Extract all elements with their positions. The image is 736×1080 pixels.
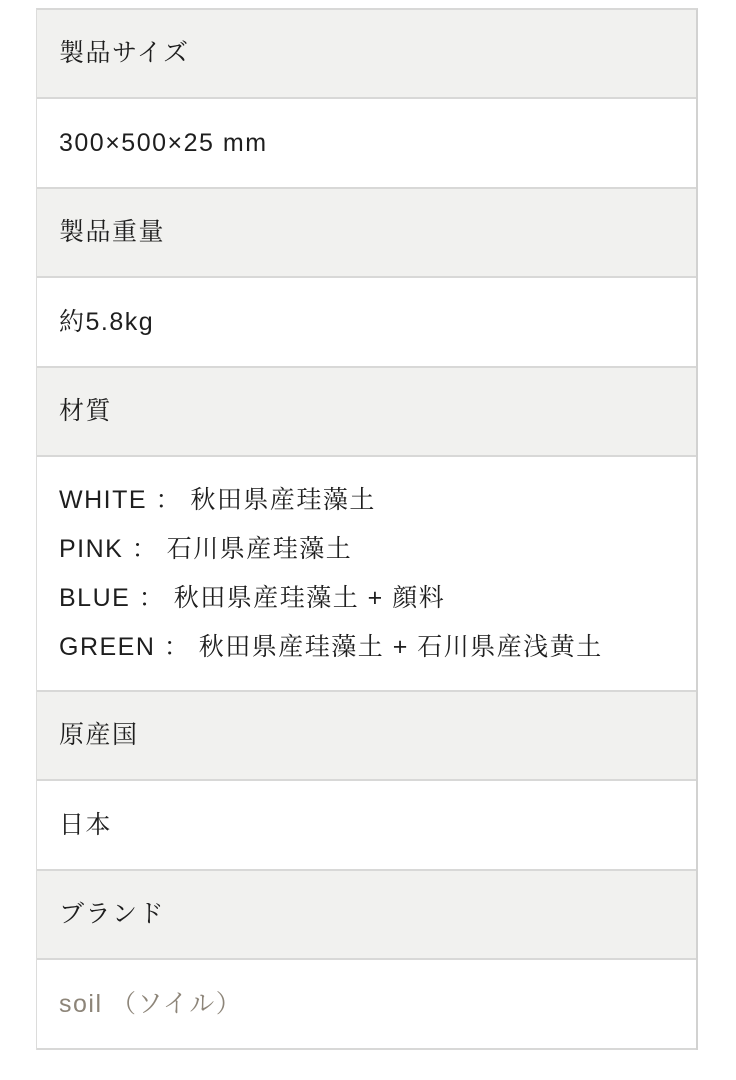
material-line-pink: PINK ： 石川県産珪藻土 [59, 534, 353, 563]
material-line-blue: BLUE ： 秋田県産珪藻土 + 顔料 [59, 583, 446, 612]
spec-row-weight-value [37, 278, 696, 368]
spec-label-weight: 製品重量 [59, 218, 166, 247]
material-line-green: GREEN ： 秋田県産珪藻土 + 石川県産浅黄土 [59, 632, 603, 661]
spec-row-material-value [37, 457, 696, 692]
spec-label-material: 材質 [59, 397, 113, 426]
spec-value-size: 300×500×25 mm [59, 128, 268, 157]
material-line-white: WHITE ： 秋田県産珪藻土 [59, 485, 376, 514]
brand-link[interactable]: soil （ソイル） [59, 989, 243, 1018]
spec-row-weight-label [37, 189, 696, 278]
spec-row-material-label [37, 368, 696, 457]
spec-label-origin: 原産国 [59, 721, 139, 750]
spec-label-brand: ブランド [59, 900, 166, 929]
spec-value-origin: 日本 [59, 810, 113, 839]
spec-value-weight: 約5.8kg [59, 307, 155, 336]
spec-row-origin-label [37, 692, 696, 781]
product-spec-table [36, 8, 698, 1050]
spec-row-brand-value [37, 960, 696, 1050]
spec-row-size-label [37, 10, 696, 99]
spec-row-origin-value [37, 781, 696, 871]
spec-row-size-value [37, 99, 696, 189]
spec-row-brand-label [37, 871, 696, 960]
spec-label-size: 製品サイズ [59, 39, 190, 68]
